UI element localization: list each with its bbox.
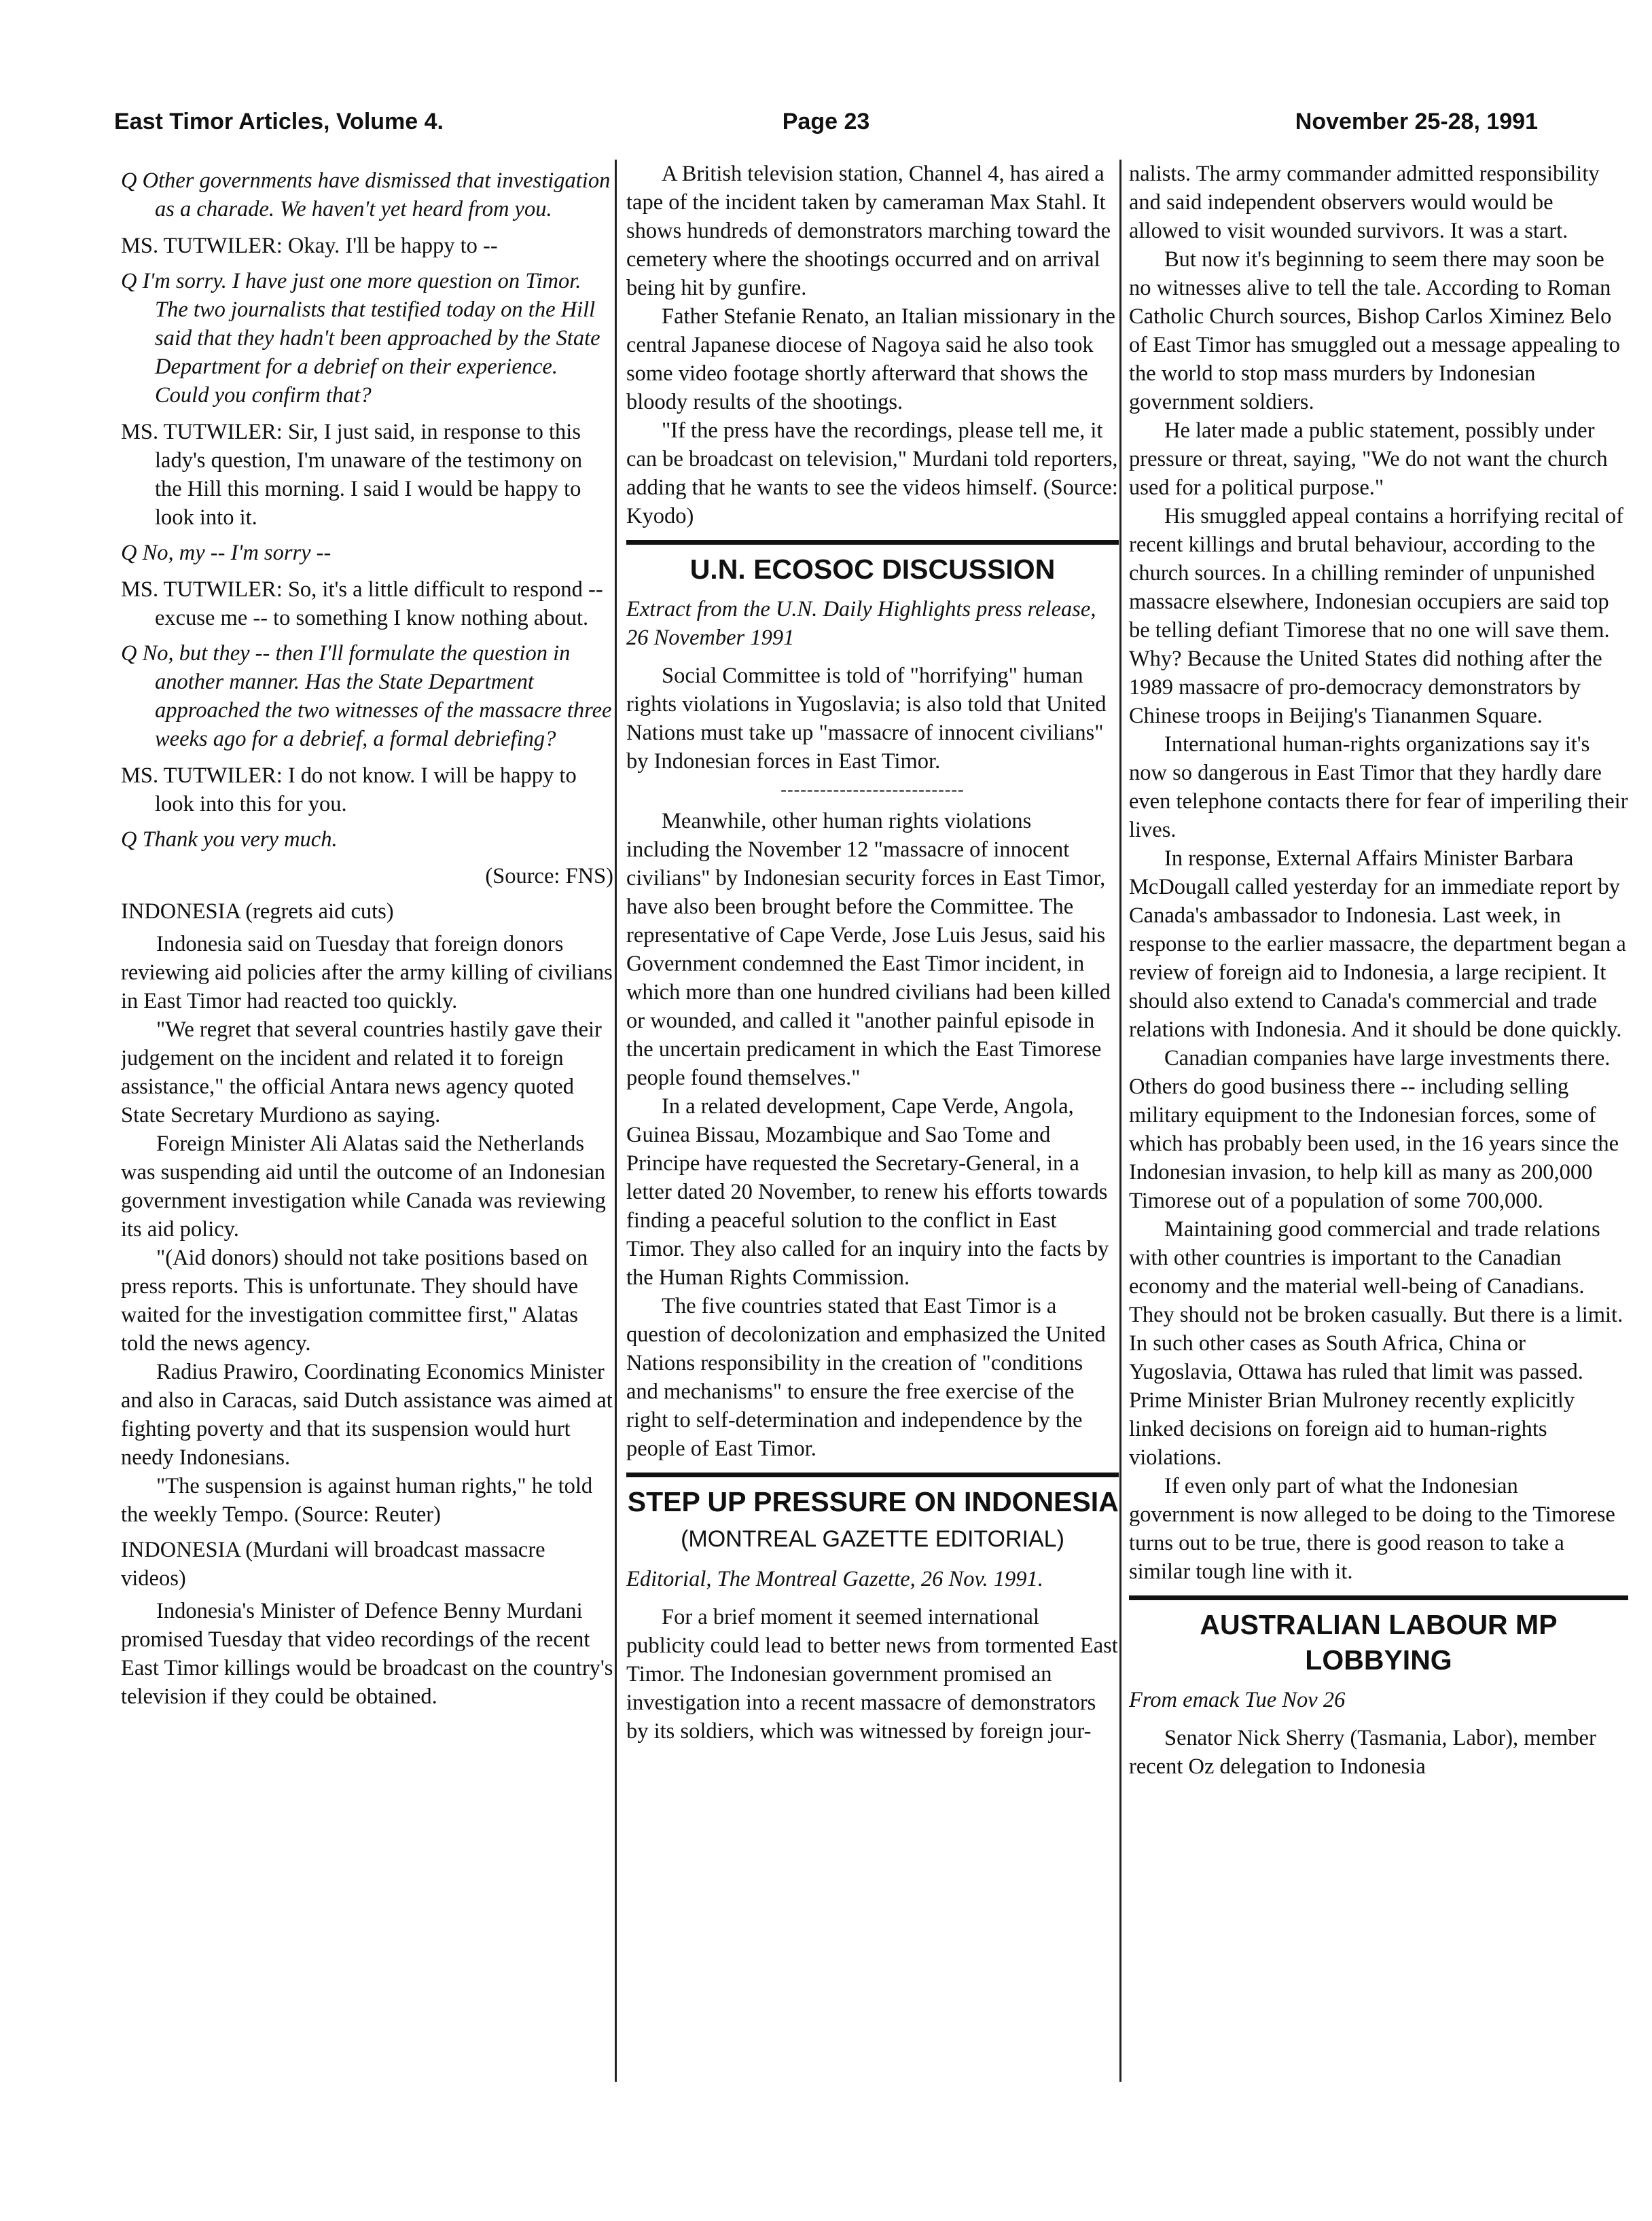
source-fns: (Source: FNS) bbox=[485, 864, 613, 888]
byline-gazette: Editorial, The Montreal Gazette, 26 Nov. 1991. bbox=[626, 1567, 1043, 1591]
section-un-ecosoc bbox=[626, 540, 1119, 587]
publication-title: East Timor Articles, Volume 4. bbox=[114, 109, 444, 134]
page-number: Page 23 bbox=[782, 109, 870, 134]
section-title-step-up-pressure bbox=[626, 1484, 1119, 1557]
subheading-murdani-videos: INDONESIA (Murdani will broadcast massacre videos) bbox=[121, 1538, 545, 1591]
paragraph: But now it's beginning to seem there may soon be no witnesses alive to tell the tale. According to Roman Catholic Church sources, Bishop Carlos Ximinez Belo of East Timor has smuggled out a message appealing to the world to stop mass murders by Indonesian government soldiers. bbox=[1129, 247, 1621, 414]
section-montreal-gazette bbox=[626, 1473, 1119, 1557]
paragraph: "(Aid donors) should not take positions based on press reports. This is unfortunate. They should have waited for the investigation committee first," Alatas told the news agency. bbox=[121, 1246, 588, 1356]
paragraph: His smuggled appeal contains a horrifying recital of recent killings and brutal behaviour, according to the church sources. In a chilling reminder of unpunished massacre elsewhere, Indonesian occupiers are said top be telling defiant Timorese that no one will save them. Why? Because the United States did nothing after the 1989 massacre of pro-democracy demonstrators by Chinese troops in Beijing's Tiananmen Square. bbox=[1129, 504, 1623, 728]
section-title-main: STEP UP PRESSURE ON INDONESIA bbox=[627, 1486, 1118, 1517]
byline-emack: From emack Tue Nov 26 bbox=[1129, 1688, 1346, 1712]
section-title-un-ecosoc: U.N. ECOSOC DISCUSSION bbox=[689, 554, 1056, 585]
answer-1: MS. TUTWILER: Okay. I'll be happy to -- bbox=[121, 234, 498, 258]
paragraph: Senator Nick Sherry (Tasmania, Labor), member recent Oz delegation to Indonesia bbox=[1129, 1726, 1596, 1779]
paragraph: Canadian companies have large investments there. Others do good business there -- including selling military equipment to the Indonesian forces, some of which has probably been used, in the 16 years since the Indonesian invasion, to help kill as many as 200,000 Timorese out of a population of some 700,000. bbox=[1129, 1046, 1619, 1213]
paragraph: For a brief moment it seemed international publicity could lead to better news from tormented East Timor. The Indonesian government promised an investigation into a recent massacre of demonstrators by its soldiers, which was witnessed by foreign jour- bbox=[626, 1605, 1118, 1744]
paragraph: He later made a public statement, possibly under pressure or threat, saying, "We do not want the church used for a political purpose." bbox=[1129, 418, 1608, 500]
paragraph: Foreign Minister Ali Alatas said the Netherlands was suspending aid until the outcome of an Indonesian government investigation while Canada was reviewing its aid policy. bbox=[121, 1132, 606, 1242]
paragraph: Maintaining good commercial and trade relations with other countries is important to the Canadian economy and the material well-being of Canadians. They should not be broken casually. But there is a limit. In such other cases as South Africa, China or Yugoslavia, Ottawa has ruled that limit was passed. Prime Minister Brian Mulroney recently explicitly linked decisions on foreign aid to human-rights violations. bbox=[1129, 1217, 1623, 1470]
dash-separator: ---------------------------- bbox=[780, 780, 965, 799]
paragraph: Social Committee is told of "horrifying" human rights violations in Yugoslavia; is also told that United Nations must take up "massacre of innocent civilians" by Indonesian forces in East Timor. bbox=[626, 664, 1107, 774]
column-divider-1 bbox=[615, 160, 617, 2082]
answer-3: MS. TUTWILER: So, it's a little difficult to respond -- excuse me -- to something I know nothing about. bbox=[121, 577, 603, 630]
paragraph: If even only part of what the Indonesian government is now alleged to be doing to the Timorese turns out to be true, there is good reason to take a similar tough line with it. bbox=[1129, 1474, 1615, 1584]
paragraph: Meanwhile, other human rights violations including the November 12 "massacre of innocent civilians" by Indonesian security forces in East Timor, have also been brought before the Committee. The representative of Cape Verde, Jose Luis Jesus, said his Government condemned the East Timor incident, in which more than one hundred civilians had been killed or wounded, and called it "another painful episode in the uncertain predicament in which the East Timorese people found themselves." bbox=[626, 809, 1111, 1090]
question-5: Q Thank you very much. bbox=[121, 827, 338, 852]
paragraph: Indonesia said on Tuesday that foreign donors reviewing aid policies after the army killing of civilians in East Timor had reacted too quickly. bbox=[121, 932, 613, 1013]
paragraph: In a related development, Cape Verde, Angola, Guinea Bissau, Mozambique and Sao Tome and Principe have requested the Secretary-General, in a letter dated 20 November, to renew his efforts towards finding a peaceful solution to the conflict in East Timor. They also called for an inquiry into the facts by the Human Rights Commission. bbox=[626, 1094, 1109, 1290]
paragraph: A British television station, Channel 4, has aired a tape of the incident taken by cameraman Max Stahl. It shows hundreds of demonstrators marching toward the cemetery where the shootings occurred and on arrival being hit by gunfire. bbox=[626, 162, 1111, 300]
column-3 bbox=[1129, 160, 1628, 2194]
paragraph: "If the press have the recordings, please tell me, it can be broadcast on television," Murdani told reporters, adding that he wants to see the videos himself. (Source: Kyodo) bbox=[626, 418, 1118, 528]
paragraph: "We regret that several countries hastily gave their judgement on the incident and related it to foreign assistance," the official Antara news agency quoted State Secretary Murdiono as saying. bbox=[121, 1017, 602, 1127]
byline-un: Extract from the U.N. Daily Highlights press release, 26 November 1991 bbox=[626, 597, 1096, 650]
question-1: Q Other governments have dismissed that investigation as a charade. We haven't yet heard from you. bbox=[121, 168, 611, 221]
paragraph: Radius Prawiro, Coordinating Economics Minister and also in Caracas, said Dutch assistance was aimed at fighting poverty and that its suspension would hurt needy Indonesians. bbox=[121, 1360, 613, 1470]
paragraph: In response, External Affairs Minister Barbara McDougall called yesterday for an immediate report by Canada's ambassador to Indonesia. Last week, in response to the earlier massacre, the department began a review of foreign aid to Indonesia, a large recipient. It should also extend to Canada's commercial and trade relations with Indonesia. And it should be done quickly. bbox=[1129, 846, 1626, 1042]
column-1 bbox=[121, 160, 613, 2194]
answer-2: MS. TUTWILER: Sir, I just said, in response to this lady's question, I'm unaware of the testimony on the Hill this morning. I said I would be happy to look into it. bbox=[121, 420, 583, 530]
subheading-aid-cuts: INDONESIA (regrets aid cuts) bbox=[121, 899, 394, 924]
column-2 bbox=[626, 160, 1119, 2194]
question-3: Q No, my -- I'm sorry -- bbox=[121, 541, 331, 565]
paragraph: International human-rights organizations say it's now so dangerous in East Timor that they hardly dare even telephone contacts there for fear of imperiling their lives. bbox=[1129, 732, 1628, 842]
paragraph: Father Stefanie Renato, an Italian missionary in the central Japanese diocese of Nagoya said he also took some video footage shortly afterward that shows the bloody results of the shootings. bbox=[626, 304, 1115, 414]
section-title-sub: (MONTREAL GAZETTE EDITORIAL) bbox=[681, 1526, 1064, 1552]
paragraph: "The suspension is against human rights," he told the weekly Tempo. (Source: Reuter) bbox=[121, 1474, 593, 1527]
section-title-australian-labour: AUSTRALIAN LABOUR MP LOBBYING bbox=[1200, 1609, 1558, 1676]
paragraph: The five countries stated that East Timor is a question of decolonization and emphasized the United Nations responsibility in the creation of "conditions and mechanisms" to ensure the free exercise of the right to self-determination and independence by the people of East Timor. bbox=[626, 1294, 1106, 1461]
question-2: Q I'm sorry. I have just one more question on Timor. The two journalists that testified today on the Hill said that they hadn't been approached by the State Department for a debrief on their experience. Could you confirm that? bbox=[121, 269, 600, 408]
page-header bbox=[114, 102, 1538, 143]
paragraph: Indonesia's Minister of Defence Benny Murdani promised Tuesday that video recordings of the recent East Timor killings would be broadcast on the country's television if they could be obtained. bbox=[121, 1599, 613, 1709]
issue-date: November 25-28, 1991 bbox=[1295, 109, 1538, 134]
column-divider-2 bbox=[1119, 160, 1121, 2082]
section-australian-labour bbox=[1129, 1595, 1628, 1678]
answer-4: MS. TUTWILER: I do not know. I will be happy to look into this for you. bbox=[121, 763, 577, 816]
paragraph: nalists. The army commander admitted responsibility and said independent observers would would be allowed to visit wounded survivors. It was a start. bbox=[1129, 162, 1600, 243]
question-4: Q No, but they -- then I'll formulate the question in another manner. Has the State Department approached the two witnesses of the massacre three weeks ago for a debrief, a formal debriefing? bbox=[121, 641, 612, 751]
